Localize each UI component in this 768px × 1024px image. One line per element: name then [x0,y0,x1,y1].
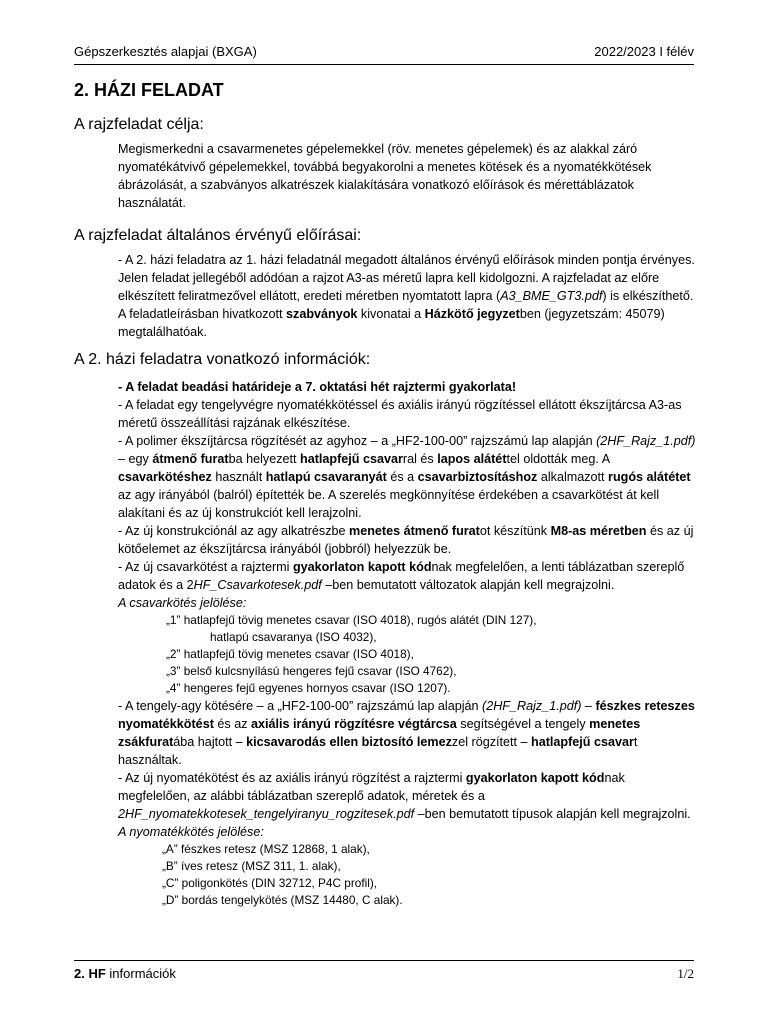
page-header [74,42,694,65]
polymer-paragraph: - A polimer ékszíjtárcsa rögzítését az agyhoz – a „HF2-100-00” rajzszámú lap alapján (2HF_Rajz_1.pdf) – egy átmenő furatba helyezett hatlapfejű csavarral és lapos alátéttel oldották meg. A csavarkötéshez használt hatlapú csavaranyát és a csavarbiztosításhoz alkalmazott rugós alátétet az agy irányából (balról) építették be. A szerelés megkönnyítése érdekében a csavarkötést át kell alakítani és az új konstrukciót kell lerajzolni. [118,434,696,520]
construction-paragraph: - Az új konstrukciónál az agy alkatrészbe menetes átmenő furatot készítünk M8-as méretben és az új kötőelemet az ékszíjtárcsa irányából (jobbról) helyezzük be. [118,524,694,556]
list-item: „3” belső kulcsnyílású hengeres fejű csavar (ISO 4762), [166,664,457,678]
list-item: „2” hatlapfejű tövig menetes csavar (ISO 4018), [166,647,414,661]
shaft-hub-paragraph: - A tengely-agy kötésére – a „HF2-100-00” rajzszámú lap alapján (2HF_Rajz_1.pdf) – fészkes reteszes nyomatékkötést és az axiális irányú rögzítésre végtárcsa segítségével a tengely menetes zsákfuratába hajtott – kicsavarodás ellen biztosító lemezzel rögzített – hatlapfejű csavart használtak. [118,699,695,767]
screw-list-heading: A csavarkötés jelölése: [118,596,247,610]
section-info-text [118,378,700,909]
section-heading-general: A rajzfeladat általános érvényű előírásai: [74,227,362,244]
torque-list-heading: A nyomatékkötés jelölése: [118,825,264,839]
screw-joint-paragraph: - Az új csavarkötést a rajztermi gyakorlaton kapott kódnak megfelelően, a lenti táblázatban szereplő adatok és a 2HF_Csavarkotesek.pdf –ben bemutatott változatok alapján kell megrajzolni. [118,560,685,592]
task-paragraph: - A feladat egy tengelyvégre nyomatékkötéssel és axiális irányú rögzítéssel ellátott ékszíjtárcsa A3-as méretű összeállítási rajzának elkészítése. [118,398,682,430]
page-number: 1/2 [677,966,694,981]
course-name: Gépszerkesztés alapjai (BXGA) [74,44,257,59]
list-item: „A” fészkes retesz (MSZ 12868, 1 alak), [162,842,370,856]
list-item: „4” hengeres fejű egyenes hornyos csavar (ISO 1207). [166,681,451,695]
list-item: „D” bordás tengelykötés (MSZ 14480, C alak). [162,893,403,907]
list-item: „B” íves retesz (MSZ 311, 1. alak), [162,859,341,873]
deadline-paragraph: - A feladat beadási határideje a 7. oktatási hét rajztermi gyakorlata! [118,380,517,394]
section-heading-goal: A rajzfeladat célja: [74,116,204,133]
torque-joint-paragraph: - Az új nyomatékötést és az axiális irányú rögzítést a rajztermi gyakorlaton kapott kódnak megfelelően, az alábbi táblázatban szereplő adatok, méretek és a 2HF_nyomatekkotesek_tengelyiranyu_rogzitesek.pdf –ben bemutatott típusok alapján kell megrajzolni. [118,771,691,821]
footer-label: 2. HF információk [74,966,176,981]
page-footer [74,960,694,983]
section-goal-text [118,140,700,212]
semester: 2022/2023 I félév [594,44,694,59]
page-title: 2. HÁZI FELADAT [74,80,224,100]
goal-paragraph: Megismerkedni a csavarmenetes gépelemekkel (röv. menetes gépelemek) és az alakkal záró nyomatékátvivő gépelemekkel, továbbá begyakorolni a menetes kötések és a nyomatékkötések ábrázolását, a szabványos alkatrészek kialakítására vonatkozó előírások és mérettáblázatok használatát. [118,142,652,210]
general-paragraph: - A 2. házi feladatra az 1. házi feladatnál megadott általános érvényű előírások minden pontja érvényes. Jelen feladat jellegéből adódóan a rajzot A3-as méretű lapra kell kidolgozni. A rajzfeladat az előre elkészített feliratmezővel ellátott, eredeti méretben nyomtatott lapra (A3_BME_GT3.pdf) is elkészíthető. A feladatleírásban hivatkozott szabványok kivonatai a Házkötő jegyzetben (jegyzetszám: 45079) megtalálhatóak. [118,253,695,339]
section-heading-info: A 2. házi feladatra vonatkozó információk: [74,351,371,368]
list-item: „1” hatlapfejű tövig menetes csavar (ISO 4018), rugós alátét (DIN 127), [166,613,537,627]
section-general-text [118,251,700,341]
list-item: „C” poligonkötés (DIN 32712, P4C profil), [162,876,378,890]
list-item: hatlapú csavaranya (ISO 4032), [210,630,377,644]
